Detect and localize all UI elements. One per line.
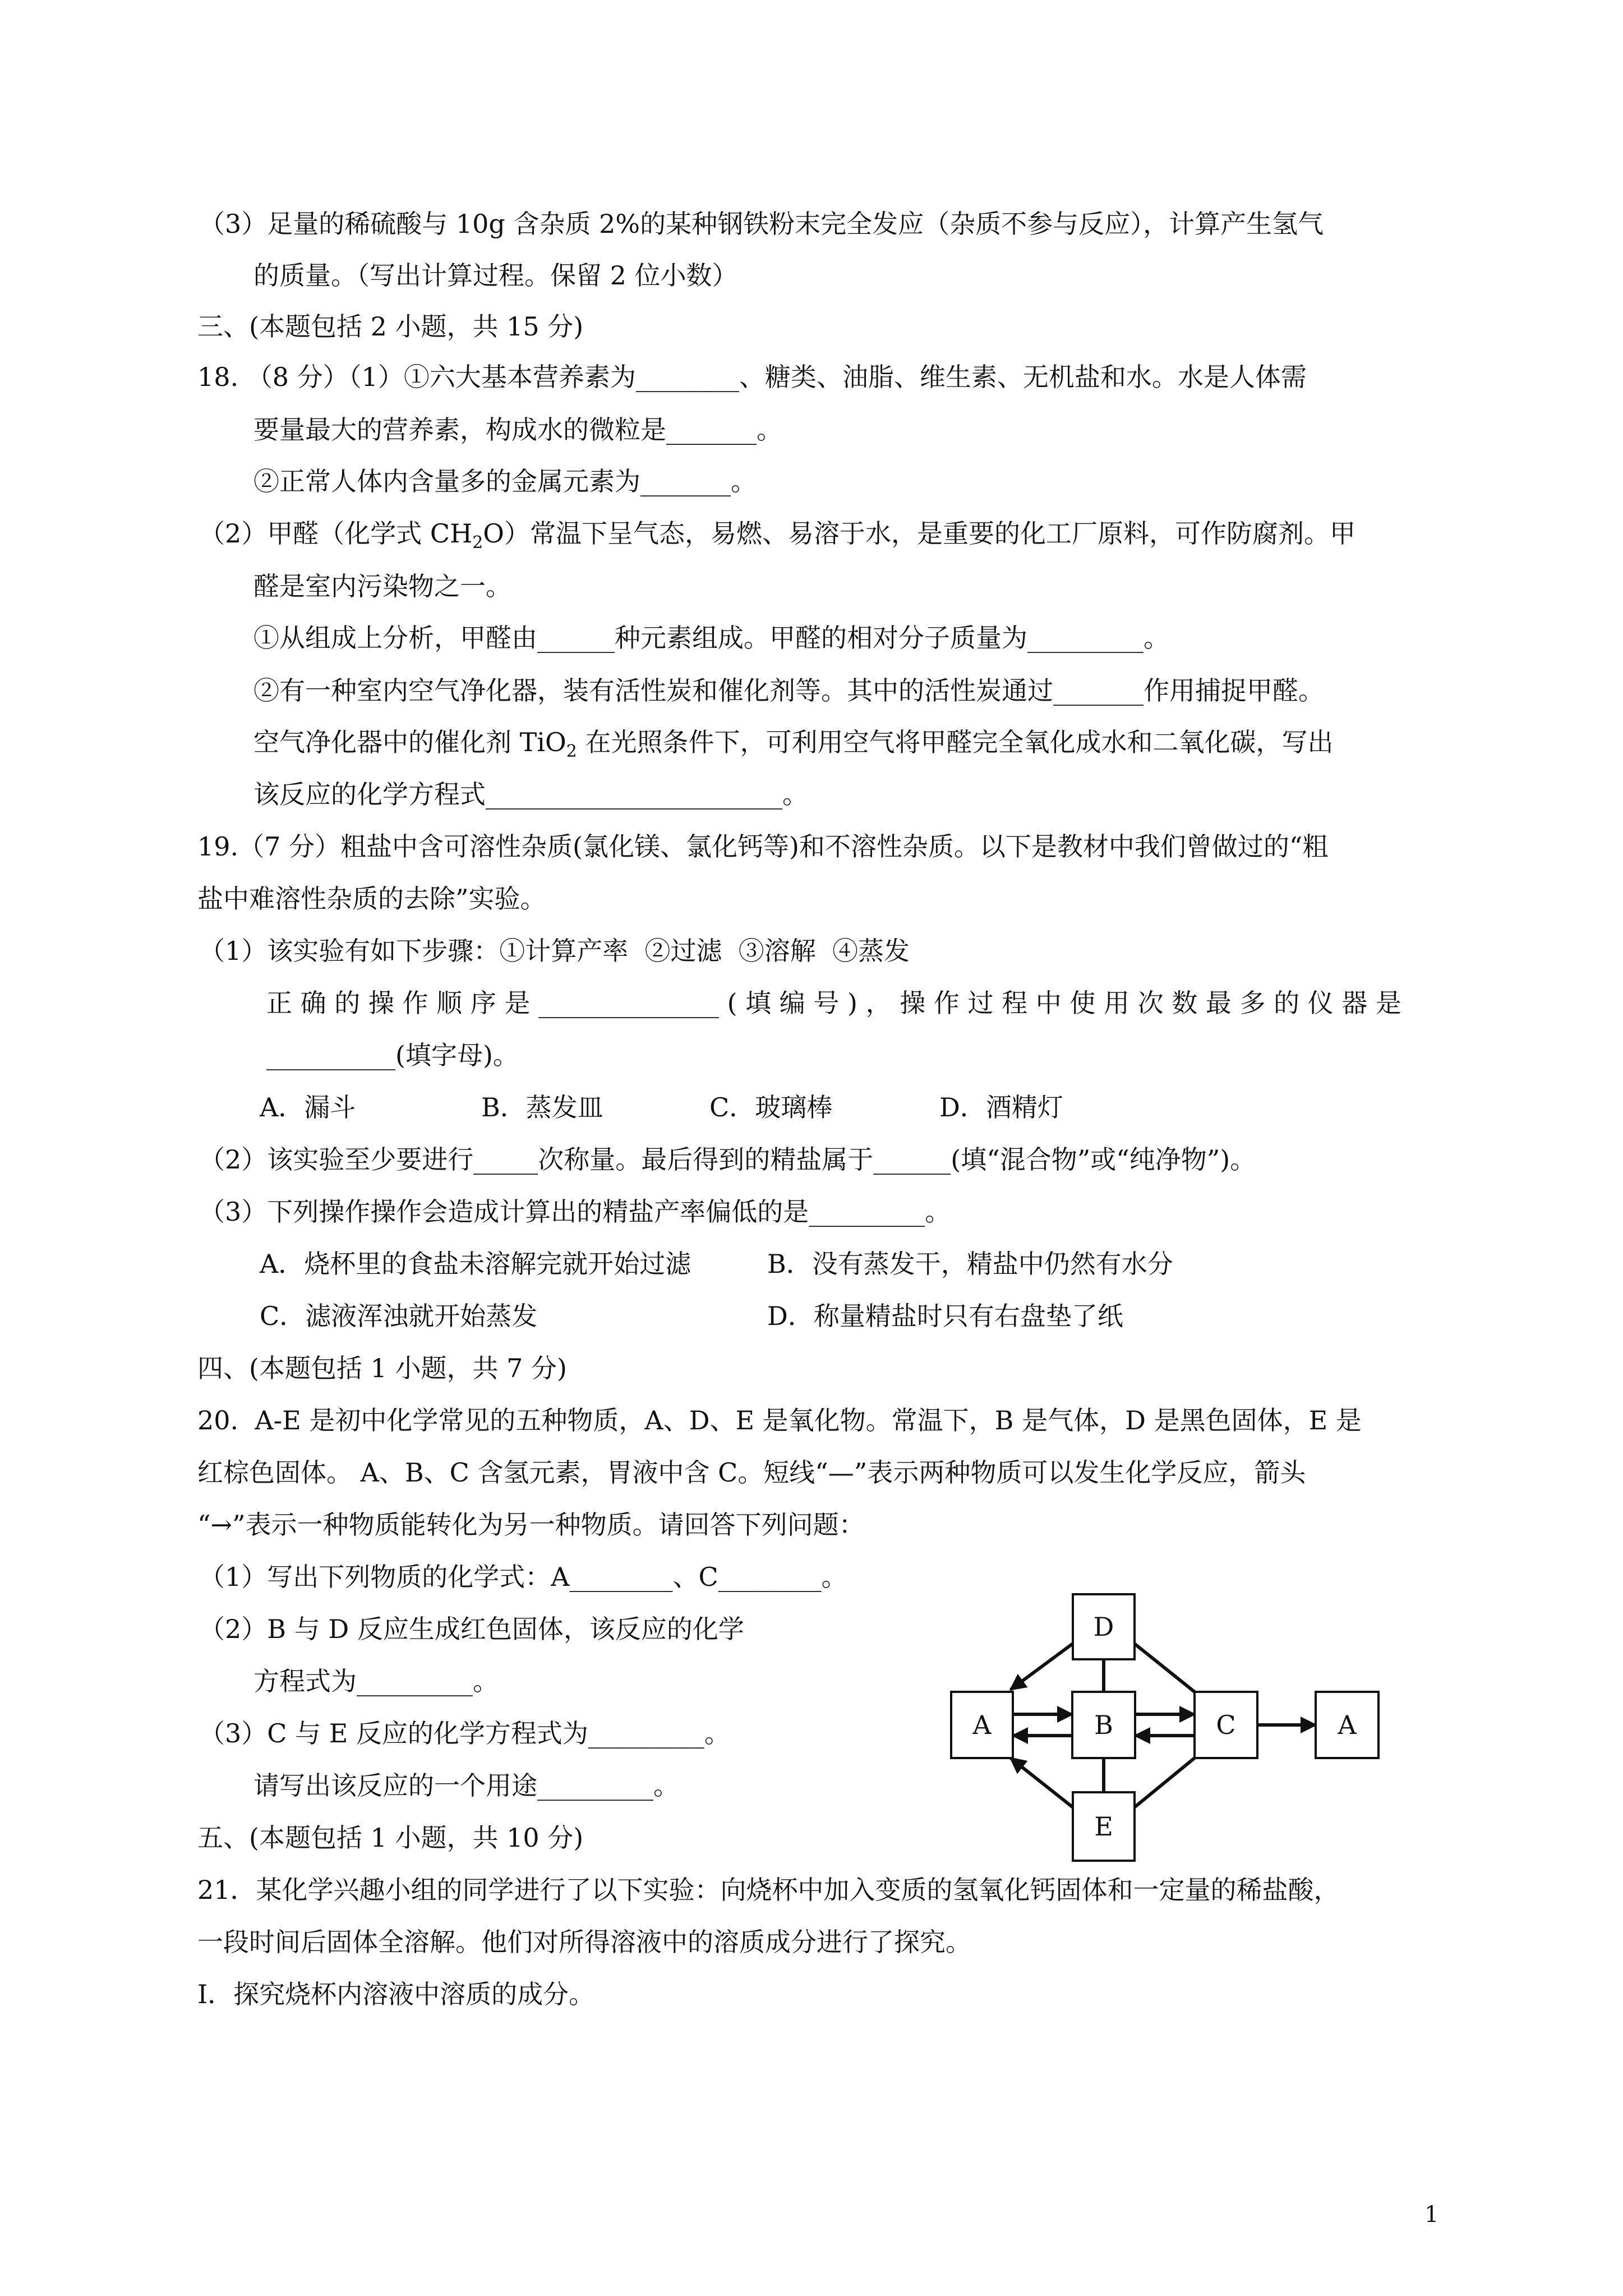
text-line: 的质量。（写出计算过程。保留 2 位小数） (253, 260, 738, 291)
text-line: 该反应的化学方程式_______________________。 (253, 779, 808, 809)
text-line-tio2: 空气净化器中的催化剂 TiO$_2$ 在光照条件下，可利用空气将甲醛完全氧化成水和二氧化碳，写出 (253, 727, 1334, 761)
question-21: 21．某化学兴趣小组的同学进行了以下实验：向烧杯中加入变质的氢氧化钙固体和一定量的稀盐酸， (197, 1875, 1340, 1905)
text-line: 一段时间后固体全溶解。他们对所得溶液中的溶质成分进行了探究。 (197, 1927, 971, 1957)
svg-text:E: E (1094, 1811, 1113, 1842)
text-line: 盐中难溶性杂质的去除”实验。 (197, 884, 546, 914)
option-a: A．烧杯里的食盐未溶解完就开始过滤 (260, 1249, 691, 1279)
edge-e-c (1132, 1758, 1195, 1809)
node-d (1073, 1594, 1135, 1659)
option-b: B．蒸发皿 (481, 1092, 603, 1122)
section-heading: 五、(本题包括 1 小题，共 10 分) (197, 1823, 584, 1853)
svg-text:D: D (1093, 1612, 1114, 1642)
arrow-d-a (1011, 1642, 1075, 1690)
option-c: C．玻璃棒 (709, 1092, 833, 1122)
text-line: 红棕色固体。 A、B、C 含氢元素，胃液中含 C。短线“—”表示两种物质可以发生化学反应，箭头 (197, 1457, 1306, 1488)
node-b (1072, 1692, 1135, 1758)
arrow-e-a (1011, 1758, 1075, 1809)
node-c (1195, 1692, 1257, 1758)
page-number: 1 (1424, 2202, 1439, 2228)
text-line: （3）足量的稀硫酸与 10g 含杂质 2%的某种钢铁粉末完全发应（杂质不参与反应），计算产生氢气 (199, 209, 1324, 239)
node-a-right (1316, 1692, 1378, 1758)
text-line: ②有一种室内空气净化器，装有活性炭和催化剂等。其中的活性炭通过_______作用捕捉甲醛。 (253, 675, 1324, 706)
text-line-ch2o: （2）甲醛（化学式 $CH_2O$）常温下呈气态，易燃、易溶于水，是重要的化工厂原料，可作防腐剂。甲 (199, 518, 1356, 553)
section-heading: 四、(本题包括 1 小题，共 7 分) (197, 1353, 567, 1383)
diagram-edges (1011, 1642, 1316, 1809)
svg-text:A: A (972, 1710, 992, 1740)
option-d: D．酒精灯 (939, 1092, 1063, 1122)
text-line: （1）该实验有如下步骤：①计算产率 ②过滤 ③溶解 ④蒸发 (199, 936, 910, 966)
text-line: （2）该实验至少要进行_____次称量。最后得到的精盐属于______(填“混合物”或“纯净物”)。 (199, 1144, 1256, 1175)
option-c: C．滤液浑浊就开始蒸发 (260, 1301, 538, 1331)
text-line: （3）C 与 E 反应的化学方程式为_________。 (199, 1718, 730, 1749)
text-line: 方程式为_________。 (253, 1666, 499, 1696)
text-line: 请写出该反应的一个用途_________。 (253, 1770, 679, 1801)
svg-text:A: A (1338, 1710, 1357, 1740)
text-line: “→”表示一种物质能转化为另一种物质。请回答下列问题： (197, 1510, 865, 1540)
question-19: 19.（7 分）粗盐中含可溶性杂质(氯化镁、氯化钙等)和不溶性杂质。以下是教材中我们曾做过的“粗 (197, 831, 1329, 862)
option-a: A．漏斗 (260, 1092, 356, 1122)
question-20: 20. A-E 是初中化学常见的五种物质，A、D、E 是氧化物。常温下，B 是气体，D 是黑色固体，E 是 (197, 1405, 1362, 1435)
text-line: 醛是室内污染物之一。 (253, 571, 511, 601)
text-line: 正 确 的 操 作 顺 序 是 ______________ ( 填 编 号 ) ， 操 作 过 程 中 使 用 次 数 最 多 的 仪 器 是 (266, 988, 1401, 1018)
option-b: B．没有蒸发干，精盐中仍然有水分 (767, 1249, 1173, 1279)
subscript: 2 (566, 742, 577, 761)
edge-d-c (1132, 1642, 1195, 1692)
node-a-left (951, 1692, 1013, 1758)
text-line: （3）下列操作操作会造成计算出的精盐产率偏低的是_________。 (199, 1197, 951, 1227)
section-heading: 三、(本题包括 2 小题，共 15 分) (197, 311, 584, 342)
svg-text:C: C (1216, 1710, 1236, 1740)
subscript: 2 (472, 533, 483, 553)
text-line: __________(填字母)。 (266, 1040, 519, 1070)
svg-text:B: B (1094, 1710, 1113, 1740)
option-d: D．称量精盐时只有右盘垫了纸 (767, 1301, 1123, 1331)
text-line: 要量最大的营养素，构成水的微粒是_______。 (253, 415, 782, 445)
text-line: （2）B 与 D 反应生成红色固体，该反应的化学 (199, 1614, 744, 1644)
text-line: Ⅰ．探究烧杯内溶液中溶质的成分。 (197, 1979, 595, 2009)
question-18: 18. （8 分）（1）①六大基本营养素为________、糖类、油脂、维生素、无机盐和水。水是人体需 (197, 362, 1307, 392)
node-e (1073, 1792, 1135, 1861)
text-line: ②正常人体内含量多的金属元素为_______。 (253, 466, 757, 496)
text-line: （1）写出下列物质的化学式：A________、C________。 (199, 1562, 847, 1592)
text-line: ①从组成上分析，甲醛由______种元素组成。甲醛的相对分子质量为_________。 (253, 623, 1169, 653)
